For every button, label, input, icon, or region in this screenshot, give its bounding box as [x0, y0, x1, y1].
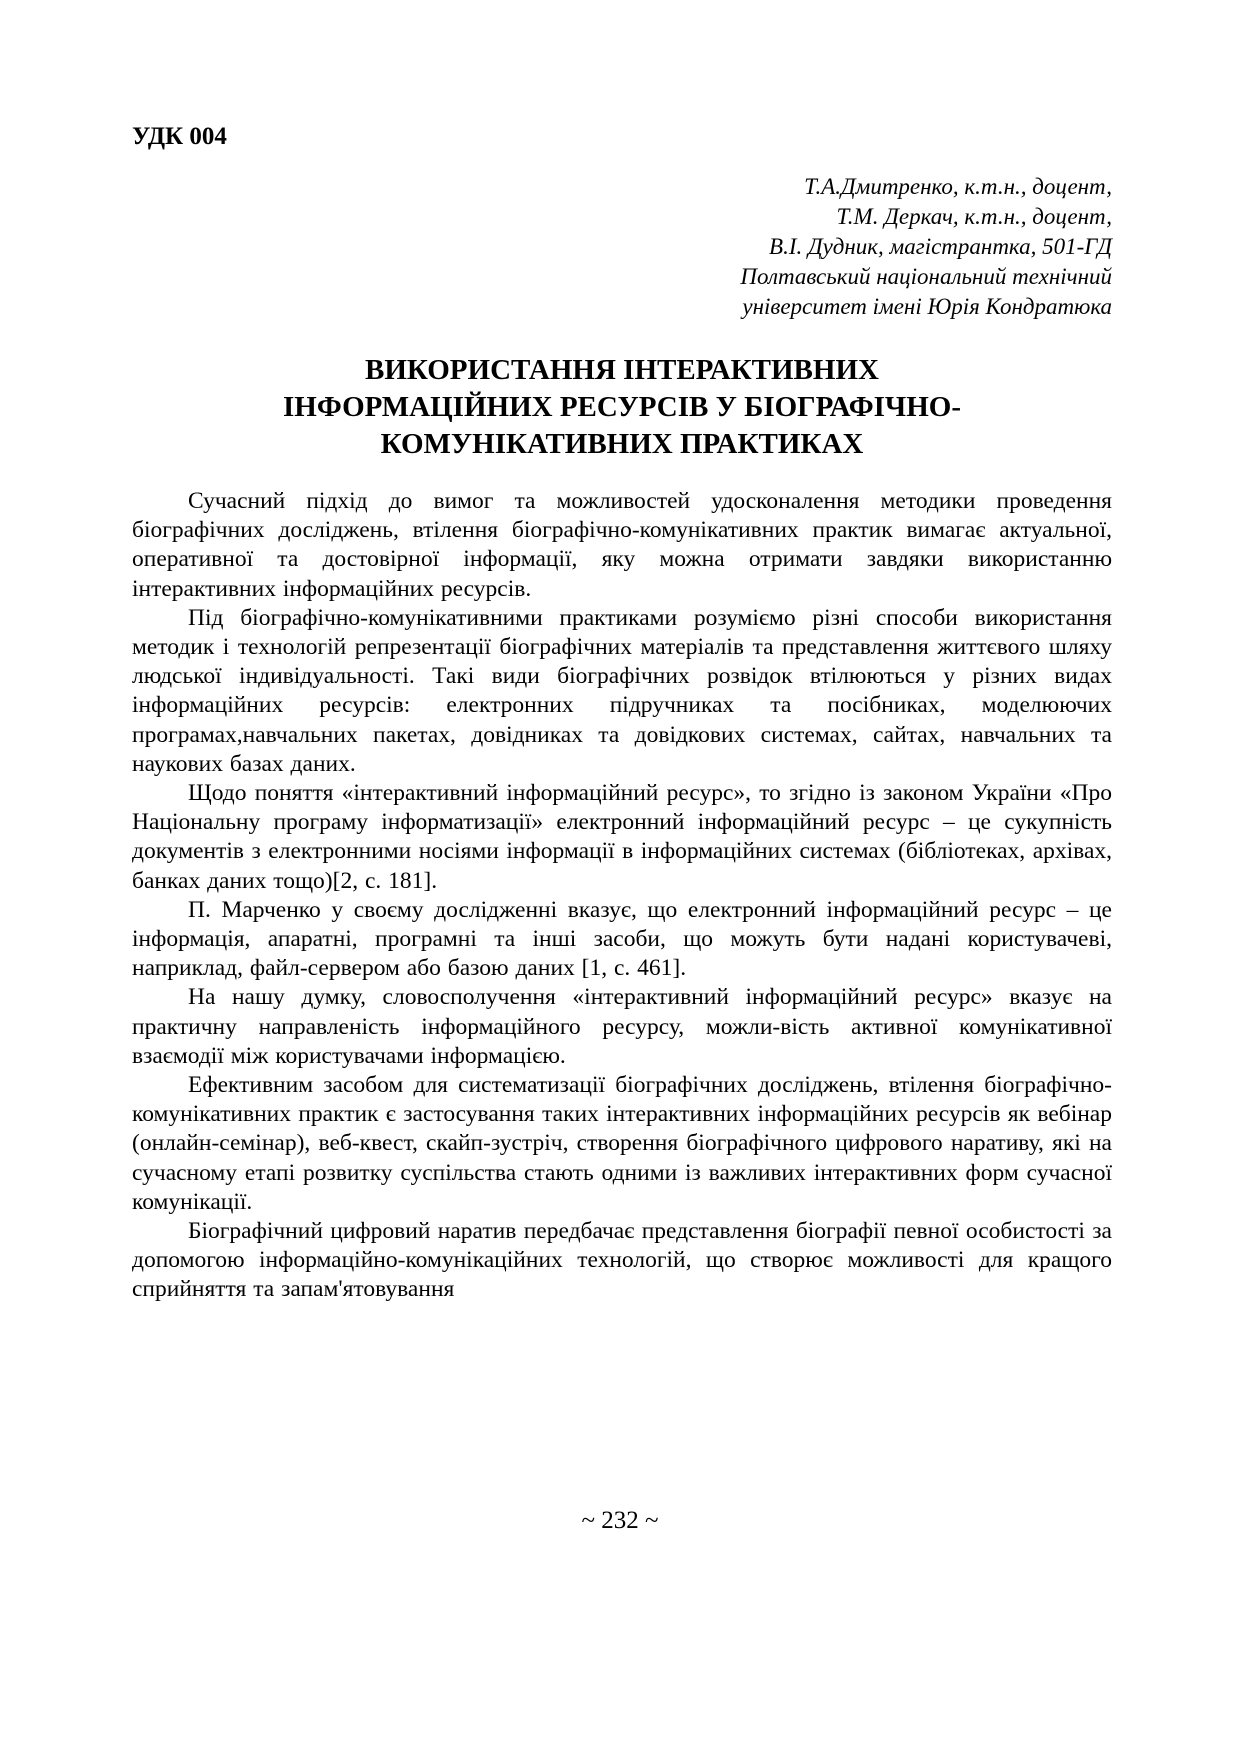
- paragraph: Біографічний цифровий наратив передбачає представлення біографії певної особистості за допомогою інформаційно-комунікаційних технологій, що створює можливості для кращого сприйняття та запам'ятовування: [132, 1218, 1112, 1303]
- author-line: Т.А.Дмитренко, к.т.н., доцент,: [804, 174, 1112, 199]
- paragraph: Сучасний підхід до вимог та можливостей удосконалення методики проведення біографічних досліджень, втілення біографічно-комунікативних практик вимагає актуальної, оперативної та достовірної інформації, яку можна отримати завдяки використанню інтерактивних інформаційних ресурсів.: [132, 488, 1112, 602]
- article-body: [132, 487, 1112, 1305]
- affiliation-line: Полтавський національний технічний: [740, 264, 1112, 289]
- page-number: ~ 232 ~: [581, 1507, 659, 1534]
- udc-label: УДК 004: [132, 123, 227, 150]
- title-line: ІНФОРМАЦІЙНИХ РЕСУРСІВ У БІОГРАФІЧНО-: [282, 391, 961, 423]
- paragraph: На нашу думку, словосполучення «інтерактивний інформаційний ресурс» вказує на практичну направленість інформаційного ресурсу, можли-вість активної комунікативної взаємодії між користувачами інформацією.: [132, 984, 1112, 1069]
- affiliation-line: університет імені Юрія Кондратюка: [742, 294, 1112, 319]
- author-line: Т.М. Деркач, к.т.н., доцент,: [836, 204, 1112, 229]
- paragraph: Під біографічно-комунікативними практиками розуміємо різні способи використання методик і технологій репрезентації біографічних матеріалів та представлення життєвого шляху людської індивідуальності. Такі види біографічних розвідок втілюються у різних видах інформаційних ресурсів: електронних підручниках та посібниках, моделюючих програмах,навчальних пакетах, довідниках та довідкових системах, сайтах, навчальних та наукових базах даних.: [132, 604, 1112, 777]
- author-block: [132, 172, 1112, 322]
- author-line: В.І. Дудник, магістрантка, 501-ГД: [769, 234, 1112, 259]
- paragraph: П. Марченко у своєму дослідженні вказує, що електронний інформаційний ресурс – це інформація, апаратні, програмні та інші засоби, що можуть бути надані користувачеві, наприклад, файл-сервером або базою даних [1, с. 461].: [132, 896, 1112, 982]
- paper-title: [132, 352, 1112, 463]
- paragraph: Щодо поняття «інтерактивний інформаційний ресурс», то згідно із законом України «Про Національну програму інформатизації» електронний інформаційний ресурс – це сукупність документів з електронними носіями інформації в інформаційних системах (бібліотеках, архівах, банках даних тощо)[2, с. 181].: [132, 780, 1112, 894]
- paragraph: Ефективним засобом для систематизації біографічних досліджень, втілення біографічно-комунікативних практик є застосування таких інтерактивних інформаційних ресурсів як вебінар (онлайн-семінар), веб-квест, скайп-зустріч, створення біографічного цифрового наративу, які на сучасному етапі розвитку суспільства стають одними із важливих інтерактивних форм сучасної комунікації.: [132, 1072, 1112, 1215]
- title-line: КОМУНІКАТИВНИХ ПРАКТИКАХ: [380, 428, 864, 460]
- title-line: ВИКОРИСТАННЯ ІНТЕРАКТИВНИХ: [365, 354, 879, 386]
